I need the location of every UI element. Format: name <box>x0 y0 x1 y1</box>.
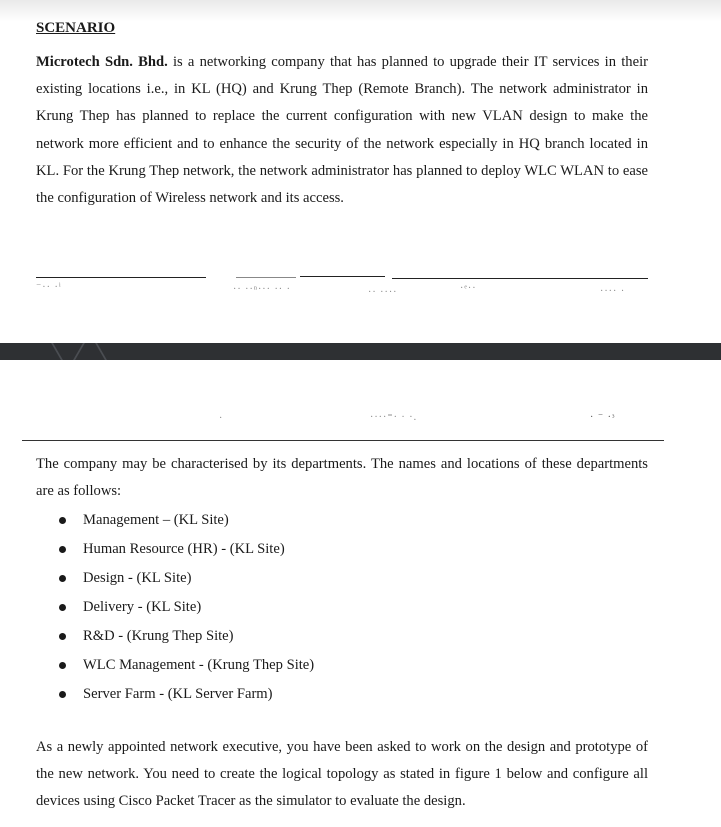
list-item <box>58 593 314 622</box>
obscured-row-marks: ⁻·· ·ⁱ <box>36 282 62 293</box>
dark-band <box>0 343 721 360</box>
obscured-row-marks-7: ····⁼· · ·. <box>370 412 418 423</box>
obscured-rule-top-a <box>36 277 206 278</box>
list-item <box>58 680 314 709</box>
closing-paragraph: As a newly appointed network executive, you have been asked to work on the design and prototype of the new network. You need to create the logical topology as stated in figure 1 below and configure all devices using Cisco Packet Tracer as the simulator to evaluate the design. <box>36 739 648 810</box>
scenario-intro-paragraph <box>36 49 648 212</box>
list-item <box>58 564 314 593</box>
department-label: Delivery - (KL Site) <box>83 599 202 615</box>
obscured-row-marks-4: ·ᵉ·· <box>460 283 477 294</box>
obscured-row-marks-8: · ⁻ ·ᵌ <box>590 412 616 423</box>
list-item <box>58 622 314 651</box>
departments-intro: The company may be characterised by its departments. The names and locations of these departments are as follows: <box>36 456 648 500</box>
list-item <box>58 535 314 564</box>
company-name: Microtech Sdn. Bhd. <box>36 54 168 70</box>
departments-list <box>58 506 314 709</box>
department-label: Design - (KL Site) <box>83 570 192 586</box>
obscured-rule-top-b <box>236 277 296 278</box>
band-mark-a <box>51 343 63 360</box>
bullet <box>59 604 66 611</box>
department-label: Server Farm - (KL Server Farm) <box>83 686 273 702</box>
obscured-row-marks-3: ·· ···· <box>368 287 398 298</box>
obscured-rule-top-d <box>392 278 648 279</box>
department-label: WLC Management - (Krung Thep Site) <box>83 657 315 673</box>
scenario-heading: SCENARIO <box>36 20 116 36</box>
list-item <box>58 506 314 535</box>
section-rule <box>22 440 664 441</box>
department-label: Management – (KL Site) <box>83 512 229 528</box>
department-label: R&D - (Krung Thep Site) <box>83 628 234 644</box>
band-mark-c <box>95 343 107 360</box>
department-label: Human Resource (HR) - (KL Site) <box>83 541 285 557</box>
list-item <box>58 651 314 680</box>
obscured-row-marks-2: ·· ··ⁿ··· ·· · <box>233 284 291 295</box>
scenario-intro-text: is a networking company that has planned to upgrade their IT services in their existing locations i.e., in KL (HQ) and Krung Thep (Remote Branch). The network administrator in Krung Thep has planned to replace the current configuration with new VLAN design to make the network more efficient and to enhance the security of the network especially in HQ branch located in KL. For the Krung Thep network, the network administrator has planned to deploy WLC WLAN to ease the configuration of Wireless network and its access. <box>36 54 648 207</box>
top-shade <box>0 0 721 22</box>
obscured-row-marks-5: ···· · <box>600 286 626 297</box>
bullet <box>59 575 66 582</box>
obscured-rule-top-c <box>300 276 385 277</box>
bullet <box>59 691 66 698</box>
bullet <box>59 546 66 553</box>
obscured-row-marks-6: · <box>219 413 224 424</box>
band-mark-b <box>73 343 85 360</box>
bullet <box>59 662 66 669</box>
bullet <box>59 517 66 524</box>
bullet <box>59 633 66 640</box>
